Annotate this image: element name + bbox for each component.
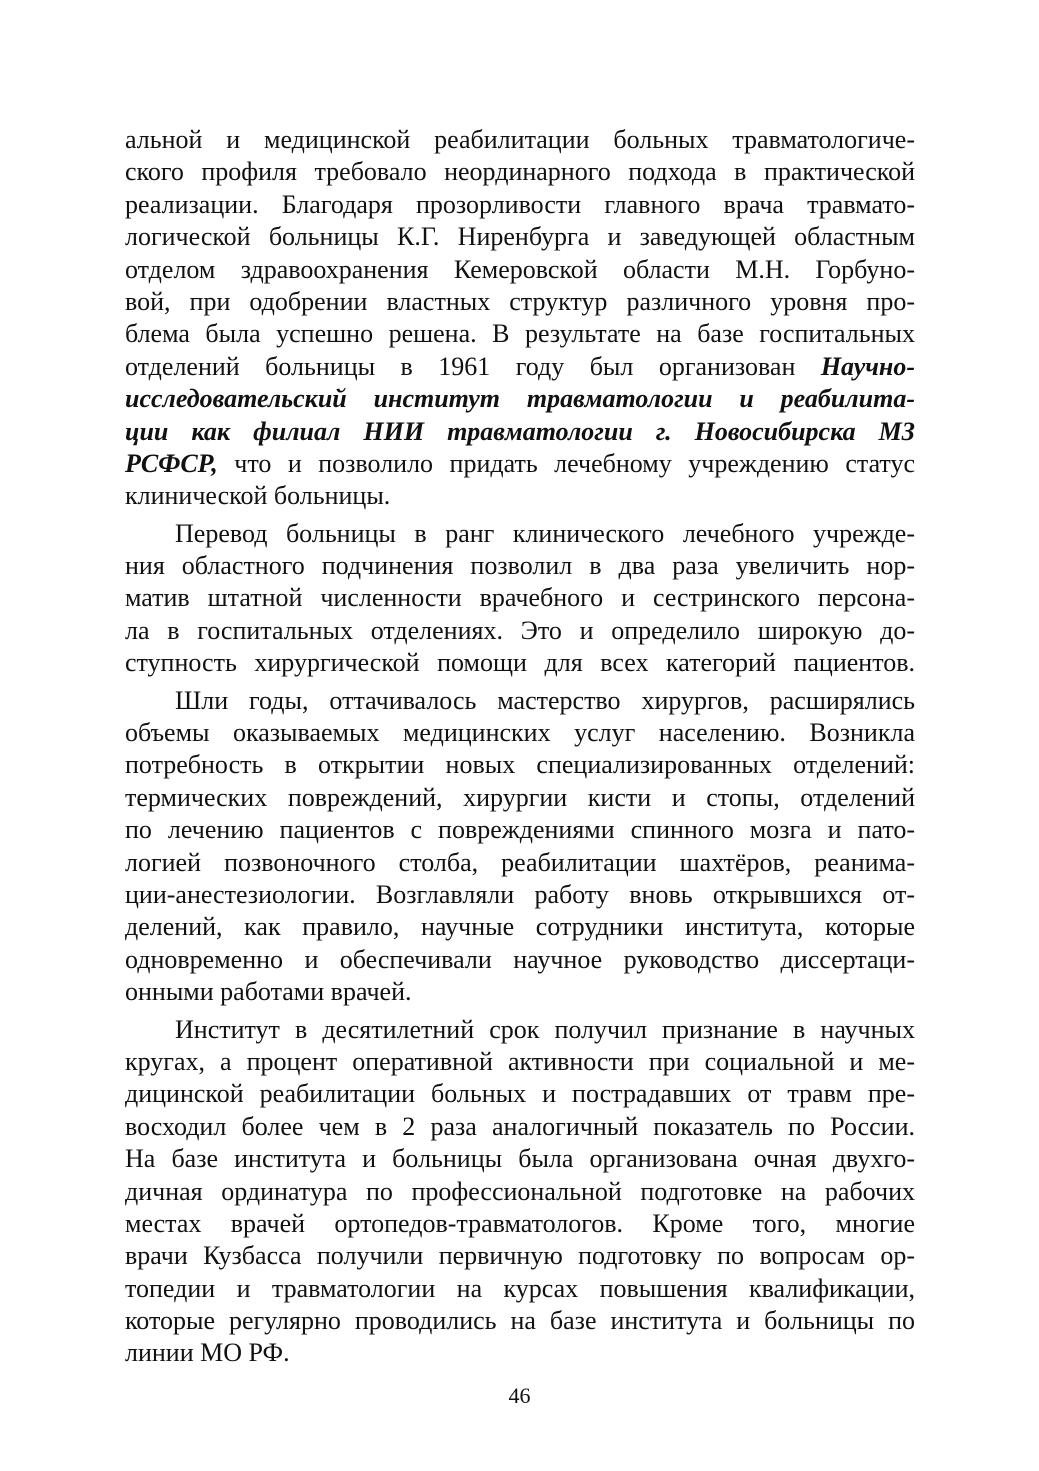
text-line: вой, при одобрении властных структур различного уровня про- [125, 286, 915, 316]
paragraph-2 [125, 518, 915, 680]
text-line: Перевод больницы в ранг клинического лечебного учрежде- [175, 518, 915, 548]
text-line [125, 351, 915, 383]
text-line: логической больницы К.Г. Ниренбурга и заведующей областным [125, 222, 915, 252]
text-line: по лечению пациентов с повреждениями спинного мозга и пато- [125, 815, 915, 845]
text-line: линии МО РФ. [125, 1338, 290, 1368]
text-line: потребность в открытии новых специализированных отделений: [125, 750, 915, 780]
text-line: онными работами врачей. [125, 977, 412, 1007]
text-line: объемы оказываемых медицинских услуг населению. Возникла [125, 718, 915, 748]
text-line: местах врачей ортопедов-травматологов. Кроме того, многие [125, 1208, 915, 1238]
text-fragment: что и позволило придать лечебному учреждению статус [217, 448, 915, 478]
text-line: термических повреждений, хирургии кисти и стопы, отделений [125, 782, 915, 812]
text-line: дицинской реабилитации больных и пострадавших от травм пре- [125, 1079, 915, 1109]
text-line: блема была успешно решена. В результате на базе госпитальных [125, 319, 915, 349]
page-number: 46 [508, 1383, 531, 1408]
text-line: Институт в десятилетний срок получил признание в научных [175, 1014, 915, 1044]
emphasized-institute-name: Научно- [820, 351, 915, 381]
emphasized-institute-name: исследовательский институт травматологии и реабилита- [125, 384, 915, 414]
paragraph-3 [125, 685, 915, 1009]
text-line: Шли годы, оттачивалось мастерство хирургов, расширялись [175, 685, 915, 715]
text-line: врачи Кузбасса получили первичную подготовку по вопросам ор- [125, 1241, 915, 1271]
text-line: ступность хирургической помощи для всех категорий пациентов. [125, 648, 915, 678]
text-line: клинической больницы. [125, 481, 391, 511]
emphasized-institute-name: РСФСР, [125, 448, 218, 478]
text-line: ции-анестезиологии. Возглавляли работу вновь открывшихся от- [125, 879, 915, 909]
text-line: восходил более чем в 2 раза аналогичный показатель по России. [125, 1111, 915, 1141]
text-line: реализации. Благодаря прозорливости главного врача травмато- [125, 189, 915, 219]
text-line: дичная ординатура по профессиональной подготовке на рабочих [125, 1176, 915, 1206]
text-line: кругах, а процент оперативной активности при социальной и ме- [125, 1046, 915, 1076]
text-line: На базе института и больницы была организована очная двухго- [125, 1144, 915, 1174]
paragraph-1 [125, 124, 915, 513]
text-line: альной и медицинской реабилитации больных травматологиче- [125, 125, 915, 154]
text-line: которые регулярно проводились на базе института и больницы по [125, 1306, 915, 1336]
body-text [125, 124, 915, 1370]
text-line: отделом здравоохранения Кемеровской области М.Н. Горбуно- [125, 254, 915, 284]
text-line: ла в госпитальных отделениях. Это и определило широкую до- [125, 615, 915, 645]
text-line: логией позвоночного столба, реабилитации шахтёров, реанима- [125, 847, 915, 877]
text-line: топедии и травматологии на курсах повышения квалификации, [125, 1273, 915, 1303]
emphasized-institute-name: ции как филиал НИИ травматологии г. Новосибирска МЗ [125, 416, 915, 446]
text-line: ния областного подчинения позволил в два раза увеличить нор- [125, 551, 915, 581]
paragraph-4 [125, 1014, 915, 1370]
text-line [125, 448, 915, 480]
text-fragment: отделений больницы в 1961 году был организован [125, 351, 821, 381]
text-line: делений, как правило, научные сотрудники института, которые [125, 912, 915, 942]
text-line: матив штатной численности врачебного и сестринского персона- [125, 583, 915, 613]
text-line: одновременно и обеспечивали научное руководство диссертаци- [125, 944, 915, 974]
text-line: ского профиля требовало неординарного подхода в практической [125, 157, 915, 187]
